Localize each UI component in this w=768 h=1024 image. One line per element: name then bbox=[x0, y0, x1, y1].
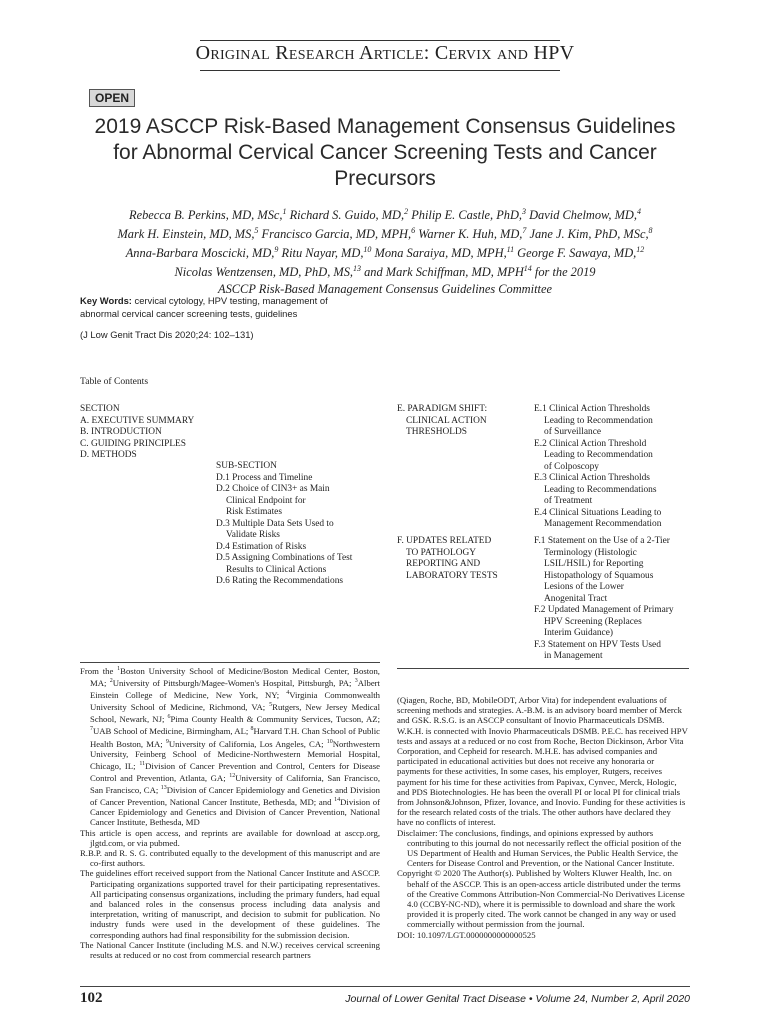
author-affiliation-mark: 4 bbox=[636, 207, 641, 216]
toc-subsection-line: of Treatment bbox=[544, 496, 593, 506]
affiliation-mark: 6 bbox=[167, 714, 171, 721]
affiliation-text: Harvard T.H. Chan School of Public Health Boston, MA; bbox=[90, 726, 380, 749]
affiliation-text: From the bbox=[80, 665, 118, 676]
affiliations-notes bbox=[80, 664, 380, 960]
toc-subsection bbox=[216, 542, 386, 554]
toc-subsection-line: Leading to Recommendation bbox=[544, 415, 653, 426]
toc-subsection-line: D.4 Estimation of Risks bbox=[216, 541, 307, 552]
toc-f-section bbox=[397, 536, 532, 582]
disclosure-notes bbox=[397, 695, 689, 940]
toc-section-line: F. UPDATES RELATED bbox=[397, 536, 492, 546]
toc-subsection-line: Interim Guidance) bbox=[544, 628, 613, 638]
article-title: 2019 ASCCP Risk-Based Management Consensus Guidelines for Abnormal Cervical Cancer Screening Tests and Cancer Precursors bbox=[94, 115, 676, 190]
toc-section-line: TO PATHOLOGY bbox=[406, 547, 477, 558]
header-rule-top bbox=[200, 40, 560, 41]
footnote: The guidelines effort received support from the National Cancer Institute and ASCCP. Participating organizations supported travel for their participating representatives. All participating consensus organizations, including the primary funders, had equal and balanced roles in the consensus process including data analysis and interpretation, writing of manuscript, and decision to submit for publication. No industry funds were used in the development of these guidelines. The corresponding authors had final responsibility for the submission decision. bbox=[80, 868, 380, 940]
toc-subsection-line: E.1 Clinical Action Thresholds bbox=[534, 404, 650, 414]
author-affiliation-mark: 9 bbox=[274, 245, 279, 255]
affiliation-text: UAB School of Medicine, Birmingham, AL; bbox=[93, 726, 251, 737]
toc-subsection bbox=[534, 439, 694, 474]
affiliation-text: Division of Cancer Epidemiology and Genetics and Division of Cancer Prevention, National Cancer Institute, Bethesda, MD; and bbox=[90, 784, 380, 808]
toc-f-subsections bbox=[534, 536, 694, 663]
author-line bbox=[70, 261, 700, 280]
toc-section-line: THRESHOLDS bbox=[406, 427, 467, 437]
toc-subsection-line: E.2 Clinical Action Threshold bbox=[534, 438, 647, 449]
author-affiliation-mark: 2 bbox=[404, 207, 409, 216]
toc-subsection bbox=[534, 508, 694, 531]
affiliation-mark: 13 bbox=[160, 785, 167, 792]
toc-subsection-line: LSIL/HSIL) for Reporting bbox=[544, 559, 644, 569]
toc-subsection-line: Lesions of the Lower bbox=[544, 582, 624, 592]
author-name: ASCCP Risk-Based Management Consensus Guidelines Committee bbox=[218, 281, 552, 296]
toc-subsection-line: D.2 Choice of CIN3+ as Main bbox=[216, 484, 330, 494]
toc-subsection-line: of Surveillance bbox=[544, 427, 602, 437]
toc-section-line: CLINICAL ACTION bbox=[406, 415, 487, 426]
affiliation-mark: 2 bbox=[109, 678, 113, 685]
author-affiliation-mark: 5 bbox=[254, 226, 259, 236]
journal-footer: Journal of Lower Genital Tract Disease • Volume 24, Number 2, April 2020 bbox=[345, 993, 690, 1005]
toc-subsection-line: E.4 Clinical Situations Leading to bbox=[534, 507, 662, 518]
affiliation-text: Pima County Health & Community Services, Tucson, AZ; bbox=[170, 714, 380, 725]
footnote: The National Cancer Institute (including M.S. and N.W.) receives cervical screening results at reduced or no cost from commercial research partners bbox=[80, 939, 380, 961]
footnote: Copyright © 2020 The Author(s). Published by Wolters Kluwer Health, Inc. on behalf of the ASCCP. This is an open-access article distributed under the terms of the Creative Commons Attribution-Non Commercial-No Derivatives License 4.0 (CCBY-NC-ND), where it is permissible to download and share the work provided it is properly cited. The work cannot be changed in any way or used commercially without permission from the journal. bbox=[397, 868, 685, 930]
toc-section: D. METHODS bbox=[80, 450, 137, 460]
affiliation-text: Northwestern University, Feinberg School of Medicine-Northwestern Memorial Hospital, Chicago, IL; bbox=[90, 738, 380, 771]
toc-section: A. EXECUTIVE SUMMARY bbox=[80, 415, 195, 426]
author-name: Jane J. Kim, PhD, MSc, bbox=[526, 227, 649, 242]
toc-subsection-line: Histopathology of Squamous bbox=[544, 570, 654, 581]
author-list bbox=[70, 204, 700, 297]
toc-subsection bbox=[216, 576, 386, 588]
author-name: Nicolas Wentzensen, MD, PhD, MS, bbox=[174, 265, 354, 280]
author-line bbox=[70, 204, 700, 223]
toc-subsection bbox=[534, 640, 694, 663]
toc-section-line: E. PARADIGM SHIFT: bbox=[397, 404, 488, 414]
toc-subsection-line: Results to Clinical Actions bbox=[226, 564, 327, 575]
toc-subsection-line: D.3 Multiple Data Sets Used to bbox=[216, 518, 334, 529]
affiliations-rule bbox=[80, 662, 380, 663]
author-name: Richard S. Guido, MD, bbox=[286, 208, 405, 223]
author-line bbox=[70, 242, 700, 261]
affiliation-text: University of California, Los Angeles, CA; bbox=[168, 738, 327, 749]
author-affiliation-mark: 6 bbox=[411, 226, 416, 236]
affiliation-text: Albert Einstein College of Medicine, New York, NY; bbox=[90, 677, 380, 701]
author-name: Philip E. Castle, PhD, bbox=[408, 208, 523, 223]
article-section-header: Original Research Article: Cervix and HPV bbox=[195, 42, 575, 64]
toc-subsection-line: D.1 Process and Timeline bbox=[216, 472, 313, 483]
author-affiliation-mark: 1 bbox=[282, 207, 287, 216]
author-affiliation-mark: 10 bbox=[363, 245, 372, 255]
author-name: David Chelmow, MD, bbox=[526, 208, 637, 223]
affiliation-text: University of Pittsburgh/Magee-Women's Hospital, Pittsburgh, PA; bbox=[112, 677, 355, 688]
toc-left-sections bbox=[80, 404, 215, 462]
author-name: Francisco Garcia, MD, MPH, bbox=[258, 227, 412, 242]
keywords-text: cervical cytology, HPV testing, management of abnormal cervical cancer screening tests, guidelines bbox=[80, 295, 328, 319]
author-affiliation-mark: 13 bbox=[353, 264, 362, 274]
author-affiliation-mark: 14 bbox=[523, 264, 532, 274]
toc-subsection-line: Clinical Endpoint for bbox=[226, 495, 306, 506]
toc-subsection-line: in Management bbox=[544, 651, 603, 661]
footer-rule bbox=[80, 986, 690, 987]
toc-subsection-line: F.2 Updated Management of Primary bbox=[534, 605, 674, 615]
toc-subsection-line: E.3 Clinical Action Thresholds bbox=[534, 473, 650, 483]
affiliation-mark: 4 bbox=[286, 690, 290, 697]
affiliations bbox=[80, 664, 380, 828]
affiliation-mark: 9 bbox=[165, 738, 169, 745]
toc-subsection bbox=[534, 473, 694, 508]
affiliation-mark: 8 bbox=[250, 726, 254, 733]
toc-subsection bbox=[216, 553, 386, 576]
toc-subsection-line: D.6 Rating the Recommendations bbox=[216, 576, 344, 586]
author-name: Mark H. Einstein, MD, MS, bbox=[117, 227, 255, 242]
affiliation-mark: 7 bbox=[90, 726, 93, 733]
toc-section-header: SECTION bbox=[80, 404, 120, 414]
toc-bottom-rule bbox=[397, 668, 689, 669]
toc-subsection bbox=[534, 605, 694, 640]
affiliation-mark: 5 bbox=[269, 702, 273, 709]
toc-subsection-line: Leading to Recommendations bbox=[544, 484, 657, 495]
affiliation-text: University of California, San Francisco, San Francisco, CA; bbox=[90, 772, 380, 795]
toc-subsection-line: Risk Estimates bbox=[226, 507, 282, 517]
toc-title: Table of Contents bbox=[80, 376, 149, 387]
toc-subsection-line: Anogenital Tract bbox=[544, 593, 608, 604]
author-line bbox=[70, 223, 700, 242]
affiliation-text: Division of Cancer Prevention and Control, Centers for Disease Control and Prevention, Atlanta, GA; bbox=[90, 760, 380, 783]
toc-d-subsections bbox=[216, 461, 386, 588]
toc-subsection-line: HPV Screening (Replaces bbox=[544, 616, 642, 627]
affiliation-text: Division of Cancer Epidemiology and Genetics and Division of Cancer Prevention, National Cancer Institute, Bethesda, MD bbox=[90, 797, 380, 828]
toc-subsection bbox=[534, 536, 694, 605]
keywords-label: Key Words: bbox=[80, 295, 132, 306]
author-affiliation-mark: 7 bbox=[522, 226, 527, 236]
author-affiliation-mark: 3 bbox=[522, 207, 527, 216]
toc-section-line: REPORTING AND bbox=[406, 559, 481, 569]
toc-subsection-line: Leading to Recommendation bbox=[544, 450, 653, 460]
toc-section-line: LABORATORY TESTS bbox=[406, 570, 498, 581]
affiliation-text: Virginia Commonwealth University School of Medicine, Richmond, VA; bbox=[90, 690, 381, 713]
toc-e-section bbox=[397, 404, 532, 439]
toc-subsection bbox=[216, 473, 386, 485]
toc-subsection-line: F.1 Statement on the Use of a 2-Tier bbox=[534, 536, 670, 546]
author-name: Rebecca B. Perkins, MD, MSc, bbox=[129, 208, 283, 223]
author-affiliation-mark: 12 bbox=[636, 245, 645, 255]
toc-subsection-line: Management Recommendation bbox=[544, 519, 662, 529]
affiliation-mark: 1 bbox=[117, 666, 121, 672]
toc-subsection-header: SUB-SECTION bbox=[216, 461, 277, 471]
affiliation-mark: 12 bbox=[229, 772, 236, 779]
toc-subsection bbox=[534, 404, 694, 439]
author-affiliation-mark: 8 bbox=[648, 226, 653, 236]
author-name: for the 2019 bbox=[531, 265, 596, 280]
toc-subsection-line: Terminology (Histologic bbox=[544, 547, 637, 558]
toc-subsection-line: D.5 Assigning Combinations of Test bbox=[216, 553, 353, 563]
author-name: Anna-Barbara Moscicki, MD, bbox=[125, 246, 275, 261]
footnote: R.B.P. and R. S. G. contributed equally to the development of this manuscript and are co-first authors. bbox=[80, 848, 380, 869]
author-name: Warner K. Huh, MD, bbox=[415, 227, 523, 242]
affiliation-text: Rutgers, New Jersey Medical School, Newark, NJ; bbox=[90, 702, 380, 725]
toc-subsection-line: Validate Risks bbox=[226, 530, 280, 540]
toc-subsection-line: F.3 Statement on HPV Tests Used bbox=[534, 639, 661, 650]
toc-subsection-line: of Colposcopy bbox=[544, 461, 599, 472]
toc-subsection bbox=[216, 519, 386, 542]
author-affiliation-mark: 11 bbox=[506, 245, 515, 255]
affiliation-mark: 10 bbox=[326, 738, 333, 745]
author-name: and Mark Schiffman, MD, MPH bbox=[361, 265, 524, 280]
toc-section: C. GUIDING PRINCIPLES bbox=[80, 438, 186, 449]
footnote: Disclaimer: The conclusions, findings, and opinions expressed by authors contributing to this journal do not necessarily reflect the official position of the US Department of Health and Human Services, the Public Health Service, the Centers for Disease Control and Prevention, or the National Cancer Institute. bbox=[397, 827, 682, 869]
footnote: DOI: 10.1097/LGT.0000000000000525 bbox=[397, 929, 536, 940]
footnote: This article is open access, and reprints are available for download at asccp.org, jlgtd.com, or via pubmed. bbox=[80, 827, 380, 848]
author-name: Ritu Nayar, MD, bbox=[278, 246, 364, 261]
affiliation-mark: 14 bbox=[334, 797, 341, 804]
toc-section: B. INTRODUCTION bbox=[80, 427, 162, 437]
open-access-badge[interactable]: OPEN bbox=[89, 89, 135, 107]
affiliation-mark: 3 bbox=[354, 678, 358, 685]
page-number: 102 bbox=[80, 990, 103, 1006]
toc-e-subsections bbox=[534, 404, 694, 531]
citation: (J Low Genit Tract Dis 2020;24: 102–131) bbox=[80, 329, 254, 340]
affiliation-text: Boston University School of Medicine/Boston Medical Center, Boston, MA; bbox=[90, 665, 380, 688]
author-name: Mona Saraiya, MD, MPH, bbox=[371, 246, 507, 261]
header-rule-bottom bbox=[200, 70, 560, 71]
affiliation-mark: 11 bbox=[139, 760, 146, 767]
keywords bbox=[80, 295, 360, 320]
footnote: (Qiagen, Roche, BD, MobileODT, Arbor Vita) for independent evaluations of screening methods and strategies. A.-B.M. is an advisory board member of Merck and GSK. R.S.G. is an ASCCP consultant of Inovio Pharmaceuticals DSMB. W.K.H. is connected with Inovio Pharmaceuticals DSMB. P.E.C. has received HPV tests and assays at a reduced or no cost from Roche, Becton Dickinson, Arbor Vita Corporation, and Cepheid for research. M.H.E. has advised companies and participated in educational activities but does not receive any honoraria or payments for these activities, In some cases, his employer, Rutgers, receives payment for his time for these activities from Papivax, Cynvec, Merck, Hologic, and PDS Biotechnologies. He has been the overall PI or local PI for clinical trials from Johnson&Johnson, Pfizer, Iovance, and Inovio. Funding for these activities is for the research related costs of the trials. The other authors have declared they have no conflicts of interest. bbox=[397, 695, 688, 828]
toc-subsection bbox=[216, 484, 386, 519]
author-name: George F. Sawaya, MD, bbox=[514, 246, 637, 261]
